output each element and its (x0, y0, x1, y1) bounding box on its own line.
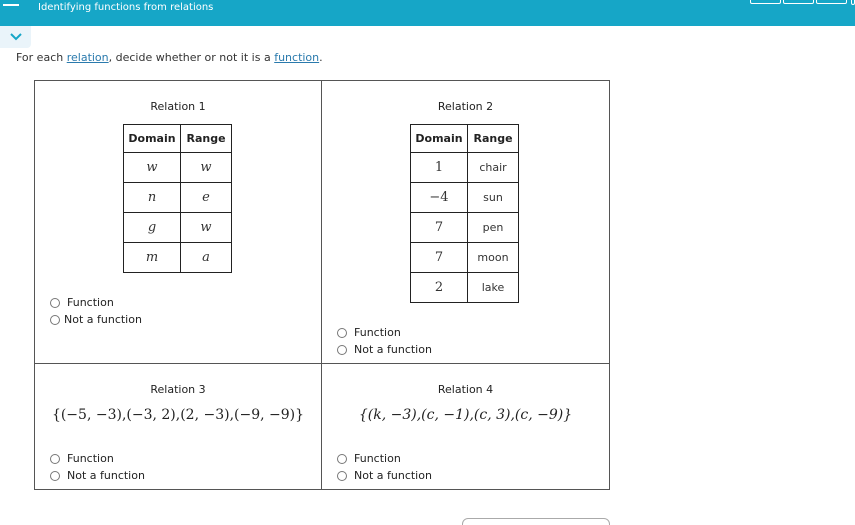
domain-cell: n (124, 183, 181, 213)
range-cell: e (181, 183, 232, 213)
option-label: Function (67, 452, 114, 465)
domain-cell: m (124, 243, 181, 273)
prompt-prefix: For each (16, 51, 67, 64)
relation-2-function-option[interactable] (337, 324, 432, 341)
progress-box (816, 0, 847, 4)
domain-header: Domain (411, 125, 468, 153)
relation-4-title: Relation 4 (437, 383, 494, 396)
top-bar (0, 0, 855, 26)
range-cell: pen (468, 213, 519, 243)
radio-button[interactable] (337, 454, 347, 464)
table-row (124, 153, 232, 183)
option-label: Function (354, 452, 401, 465)
relation-4-options (337, 450, 432, 484)
top-edge-icon (851, 0, 855, 5)
relation-3-cell (35, 364, 322, 489)
bottom-action-button[interactable] (462, 518, 610, 525)
option-label: Function (67, 296, 114, 309)
relation-3-set: {(−5, −3),(−3, 2),(2, −3),(−9, −9)} (51, 407, 305, 423)
range-header: Range (468, 125, 519, 153)
relation-1-not-function-option[interactable] (50, 311, 142, 328)
domain-cell: 7 (411, 243, 468, 273)
table-row (411, 273, 519, 303)
prompt-middle: , decide whether or not it is a (108, 51, 275, 64)
relation-2-not-function-option[interactable] (337, 341, 432, 358)
domain-cell: −4 (411, 183, 468, 213)
table-row (411, 243, 519, 273)
relation-3-not-function-option[interactable] (50, 467, 145, 484)
relation-2-table (410, 124, 519, 303)
relation-4-not-function-option[interactable] (337, 467, 432, 484)
relation-link[interactable]: relation (66, 51, 109, 64)
radio-button[interactable] (50, 298, 60, 308)
radio-button[interactable] (50, 471, 60, 481)
domain-header: Domain (124, 125, 181, 153)
option-label: Not a function (354, 469, 432, 482)
option-label: Not a function (67, 469, 145, 482)
range-cell: lake (468, 273, 519, 303)
domain-cell: 2 (411, 273, 468, 303)
option-label: Not a function (64, 313, 142, 326)
collapse-button[interactable] (0, 26, 31, 48)
radio-button[interactable] (50, 454, 60, 464)
option-label: Not a function (354, 343, 432, 356)
range-cell: sun (468, 183, 519, 213)
menu-icon[interactable] (3, 0, 19, 6)
relation-1-options (50, 294, 142, 328)
relation-2-cell (322, 81, 609, 364)
relation-1-title: Relation 1 (150, 100, 206, 113)
relations-grid (34, 80, 610, 490)
relation-4-function-option[interactable] (337, 450, 432, 467)
table-row (124, 243, 232, 273)
table-row (124, 213, 232, 243)
relation-3-title: Relation 3 (150, 383, 206, 396)
radio-button[interactable] (337, 471, 347, 481)
range-cell: chair (468, 153, 519, 183)
page-title: Identifying functions from relations (38, 2, 214, 13)
relation-3-function-option[interactable] (50, 450, 145, 467)
relation-1-table (123, 124, 232, 273)
relation-4-set: {(k, −3),(c, −1),(c, 3),(c, −9)} (358, 407, 573, 423)
range-cell: w (181, 213, 232, 243)
table-row (124, 183, 232, 213)
prompt-text (16, 51, 323, 64)
radio-button[interactable] (337, 345, 347, 355)
relation-1-function-option[interactable] (50, 294, 142, 311)
relation-2-title: Relation 2 (437, 100, 494, 113)
table-row (411, 153, 519, 183)
range-cell: a (181, 243, 232, 273)
domain-cell: g (124, 213, 181, 243)
relation-2-options (337, 324, 432, 358)
range-header: Range (181, 125, 232, 153)
top-progress-boxes (750, 0, 847, 4)
range-cell: w (181, 153, 232, 183)
progress-box (783, 0, 814, 4)
relation-3-options (50, 450, 145, 484)
domain-cell: 7 (411, 213, 468, 243)
table-row (411, 213, 519, 243)
function-link[interactable]: function (274, 51, 320, 64)
option-label: Function (354, 326, 401, 339)
table-row (411, 183, 519, 213)
chevron-down-icon (10, 33, 22, 41)
range-cell: moon (468, 243, 519, 273)
relation-4-cell (322, 364, 609, 489)
prompt-suffix: . (319, 51, 323, 64)
radio-button[interactable] (50, 315, 60, 325)
domain-cell: 1 (411, 153, 468, 183)
progress-box (750, 0, 781, 4)
relation-1-cell (35, 81, 322, 364)
domain-cell: w (124, 153, 181, 183)
radio-button[interactable] (337, 328, 347, 338)
